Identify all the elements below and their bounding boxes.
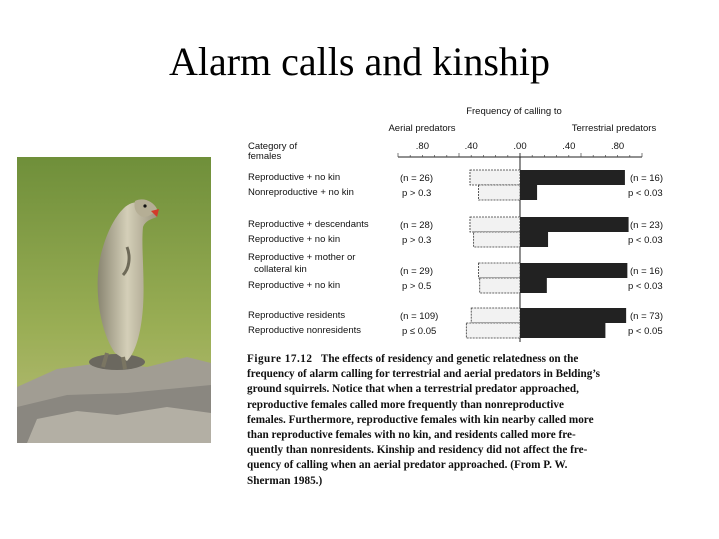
tick-label: .40 [562,141,576,152]
terrestrial-p-value: p < 0.03 [628,235,663,246]
row-label: Reproductive residents [248,310,346,321]
terrestrial-bar [520,308,626,323]
terrestrial-sample-size: (n = 73) [630,311,664,322]
terrestrial-sample-size: (n = 16) [630,173,664,184]
aerial-bar [479,185,520,200]
ground-squirrel-photo [17,157,211,443]
row-label: Reproductive + mother or [248,252,356,263]
aerial-bar [480,278,520,293]
aerial-bar [471,308,520,323]
row-label: Reproductive nonresidents [248,325,362,336]
aerial-p-value: p > 0.3 [402,188,432,199]
caption-text: The effects of residency and genetic relatedness on the frequency of alarm calling for terrestrial and aerial predators in Belding’s ground squirrels. Notice that when a terrestrial predator approached, reproductive females called more frequently than nonreproductive females. Furthermore, reproductive females with kin nearby called more than reproductive females with no kin, and residents called more fre- quently than nonresidents. Kinship and residency did not affect the fre- quency of calling when an aerial predator approached. (From P. W. Sherman 1985.) [247,353,600,487]
chart-bars [466,170,628,338]
row-label: Nonreproductive + no kin [248,187,354,198]
terrestrial-bar [520,185,537,200]
terrestrial-p-value: p < 0.03 [628,281,663,292]
aerial-bar [474,232,520,247]
terrestrial-bar [520,217,629,232]
tick-label: .00 [513,141,527,152]
aerial-bar [479,263,520,278]
row-label: Reproductive + descendants [248,219,369,230]
category-header-line-1: Category of [248,141,298,152]
aerial-p-value: p > 0.5 [402,281,432,292]
figure-caption [247,352,679,489]
terrestrial-sample-size: (n = 16) [630,266,664,277]
row-label: Reproductive + no kin [248,280,341,291]
aerial-sample-size: (n = 29) [400,266,434,277]
terrestrial-bar [520,278,547,293]
aerial-sample-size: (n = 26) [400,173,434,184]
terrestrial-sample-size: (n = 23) [630,220,664,231]
terrestrial-bar [520,170,625,185]
figure-label: Figure 17.12 [247,353,313,365]
aerial-predators-label: Aerial predators [388,123,456,134]
row-label: Reproductive + no kin [248,172,341,183]
alarm-calling-chart [244,100,684,350]
row-label: collateral kin [254,264,307,275]
terrestrial-predators-label: Terrestrial predators [571,123,657,134]
aerial-bar [466,323,520,338]
terrestrial-p-value: p < 0.05 [628,326,663,337]
aerial-p-value: p ≤ 0.05 [402,326,437,337]
terrestrial-p-value: p < 0.03 [628,188,663,199]
terrestrial-bar [520,232,548,247]
terrestrial-bar [520,323,605,338]
tick-label: .80 [415,141,430,152]
aerial-sample-size: (n = 109) [400,311,439,322]
aerial-sample-size: (n = 28) [400,220,434,231]
tick-label: .80 [610,141,625,152]
chart-title: Frequency of calling to [466,106,562,117]
row-label: Reproductive + no kin [248,234,341,245]
aerial-bar [470,217,520,232]
tick-label: .40 [464,141,478,152]
category-header-line-2: females [248,151,282,162]
page-title: Alarm calls and kinship [168,39,551,84]
terrestrial-bar [520,263,627,278]
aerial-p-value: p > 0.3 [402,235,432,246]
aerial-bar [470,170,520,185]
